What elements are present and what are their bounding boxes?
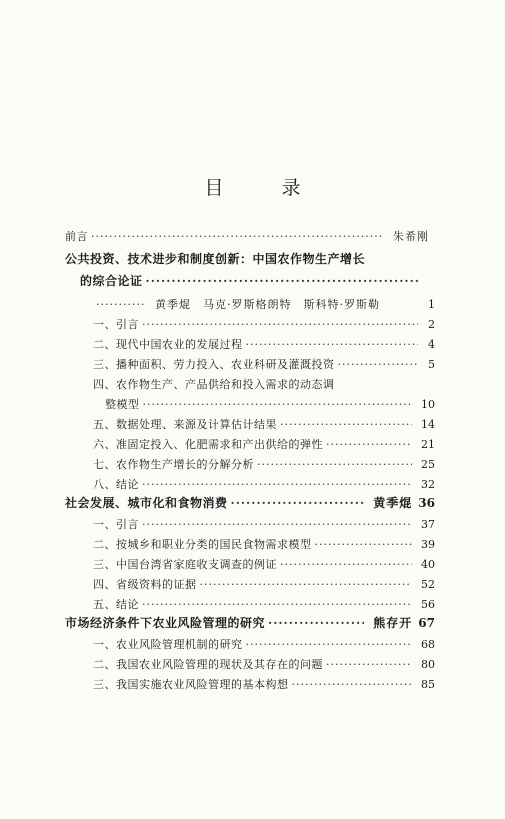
toc-section[interactable] (93, 476, 435, 493)
entry-page: 52 (421, 578, 435, 591)
entry-label: 五、结论 (93, 598, 139, 611)
dot-leader (280, 416, 412, 433)
toc-chapter-1-title-cont[interactable] (80, 273, 422, 290)
dot-leader (142, 516, 412, 533)
entry-page: 1 (428, 298, 435, 311)
entry-label: 三、我国实施农业风险管理的基本构想 (93, 678, 289, 691)
entry-page: 37 (421, 518, 435, 531)
page-title: 目 录 (204, 177, 327, 199)
dot-leader (315, 536, 413, 553)
entry-label: 市场经济条件下农业风险管理的研究 (65, 616, 266, 630)
dot-leader (338, 356, 419, 373)
entry-page: 56 (421, 598, 435, 611)
dot-leader (146, 273, 419, 290)
toc-chapter-1-title[interactable] (65, 251, 425, 268)
toc-section[interactable] (93, 416, 435, 433)
dot-leader (326, 436, 412, 453)
entry-label: 一、引言 (93, 318, 139, 331)
entry-page: 80 (421, 658, 435, 671)
toc-section[interactable] (93, 536, 435, 553)
entry-label: 八、结论 (93, 478, 139, 491)
entry-label: 一、农业风险管理机制的研究 (93, 638, 243, 651)
toc-chapter-2[interactable] (65, 495, 435, 512)
toc-section[interactable] (93, 556, 435, 573)
entry-label: 四、省级资料的证据 (93, 578, 197, 591)
toc-section[interactable] (93, 636, 435, 653)
toc-section[interactable] (93, 596, 435, 613)
toc-section[interactable] (93, 376, 435, 393)
dot-leader (96, 296, 146, 313)
entry-page: 14 (421, 418, 435, 431)
entry-page: 4 (428, 338, 435, 351)
dot-leader (200, 576, 413, 593)
entry-page: 25 (421, 458, 435, 471)
dot-leader (142, 596, 412, 613)
toc-section[interactable] (93, 456, 435, 473)
entry-label: 六、准固定投入、化肥需求和产出供给的弹性 (93, 438, 323, 451)
dot-leader (292, 676, 413, 693)
entry-page: 39 (421, 538, 435, 551)
toc-section[interactable] (93, 316, 435, 333)
entry-label: 一、引言 (93, 518, 139, 531)
entry-page: 5 (428, 358, 435, 371)
entry-page: 67 (418, 616, 435, 630)
toc-section[interactable] (93, 576, 435, 593)
entry-label: 二、现代中国农业的发展过程 (93, 338, 243, 351)
entry-page: 36 (418, 496, 435, 510)
entry-label: 五、数据处理、来源及计算估计结果 (93, 418, 277, 431)
dot-leader (231, 495, 365, 512)
entry-label: 二、按城乡和职业分类的国民食物需求模型 (93, 538, 312, 551)
dot-leader (268, 615, 364, 632)
dot-leader (91, 228, 384, 245)
toc-section[interactable] (93, 336, 435, 353)
entry-page: 21 (421, 438, 435, 451)
entry-page: 2 (428, 318, 435, 331)
toc-section[interactable] (93, 356, 435, 373)
entry-page: 10 (421, 398, 435, 411)
dot-leader (143, 396, 413, 413)
entry-label: 整模型 (105, 398, 140, 411)
dot-leader (280, 556, 412, 573)
toc-entry-preface[interactable] (65, 228, 443, 245)
entry-label: 三、中国台湾省家庭收支调查的例证 (93, 558, 277, 571)
entry-page: 40 (421, 558, 435, 571)
dot-leader (246, 636, 413, 653)
entry-author: 朱希刚 (393, 230, 429, 243)
dot-leader (246, 336, 419, 353)
entry-label: 七、农作物生产增长的分解分析 (93, 458, 254, 471)
toc-section[interactable] (93, 516, 435, 533)
toc-section-cont[interactable] (105, 396, 435, 413)
entry-author: 黄季焜 马克·罗斯格朗特 斯科特·罗斯勒 (155, 298, 380, 311)
toc-section[interactable] (93, 676, 435, 693)
entry-label: 二、我国农业风险管理的现状及其存在的问题 (93, 658, 323, 671)
entry-label: 公共投资、技术进步和制度创新：中国农作物生产增长 (65, 252, 366, 266)
toc-chapter-1-authors[interactable] (93, 296, 435, 313)
dot-leader (142, 316, 418, 333)
toc-section[interactable] (93, 436, 435, 453)
entry-label: 的综合论证 (80, 274, 143, 288)
entry-label: 社会发展、城市化和食物消费 (65, 496, 228, 510)
dot-leader (142, 476, 412, 493)
entry-author: 熊存开 (373, 616, 413, 630)
entry-label: 三、播种面积、劳力投入、农业科研及灌溉投资 (93, 358, 335, 371)
entry-label: 前言 (65, 230, 88, 243)
dot-leader (326, 656, 412, 673)
entry-label: 四、农作物生产、产品供给和投入需求的动态调 (93, 378, 335, 391)
toc-section[interactable] (93, 656, 435, 673)
entry-author: 黄季焜 (373, 496, 413, 510)
entry-page: 85 (421, 678, 435, 691)
entry-page: 32 (421, 478, 435, 491)
dot-leader (257, 456, 412, 473)
toc-chapter-3[interactable] (65, 615, 435, 632)
entry-page: 68 (421, 638, 435, 651)
